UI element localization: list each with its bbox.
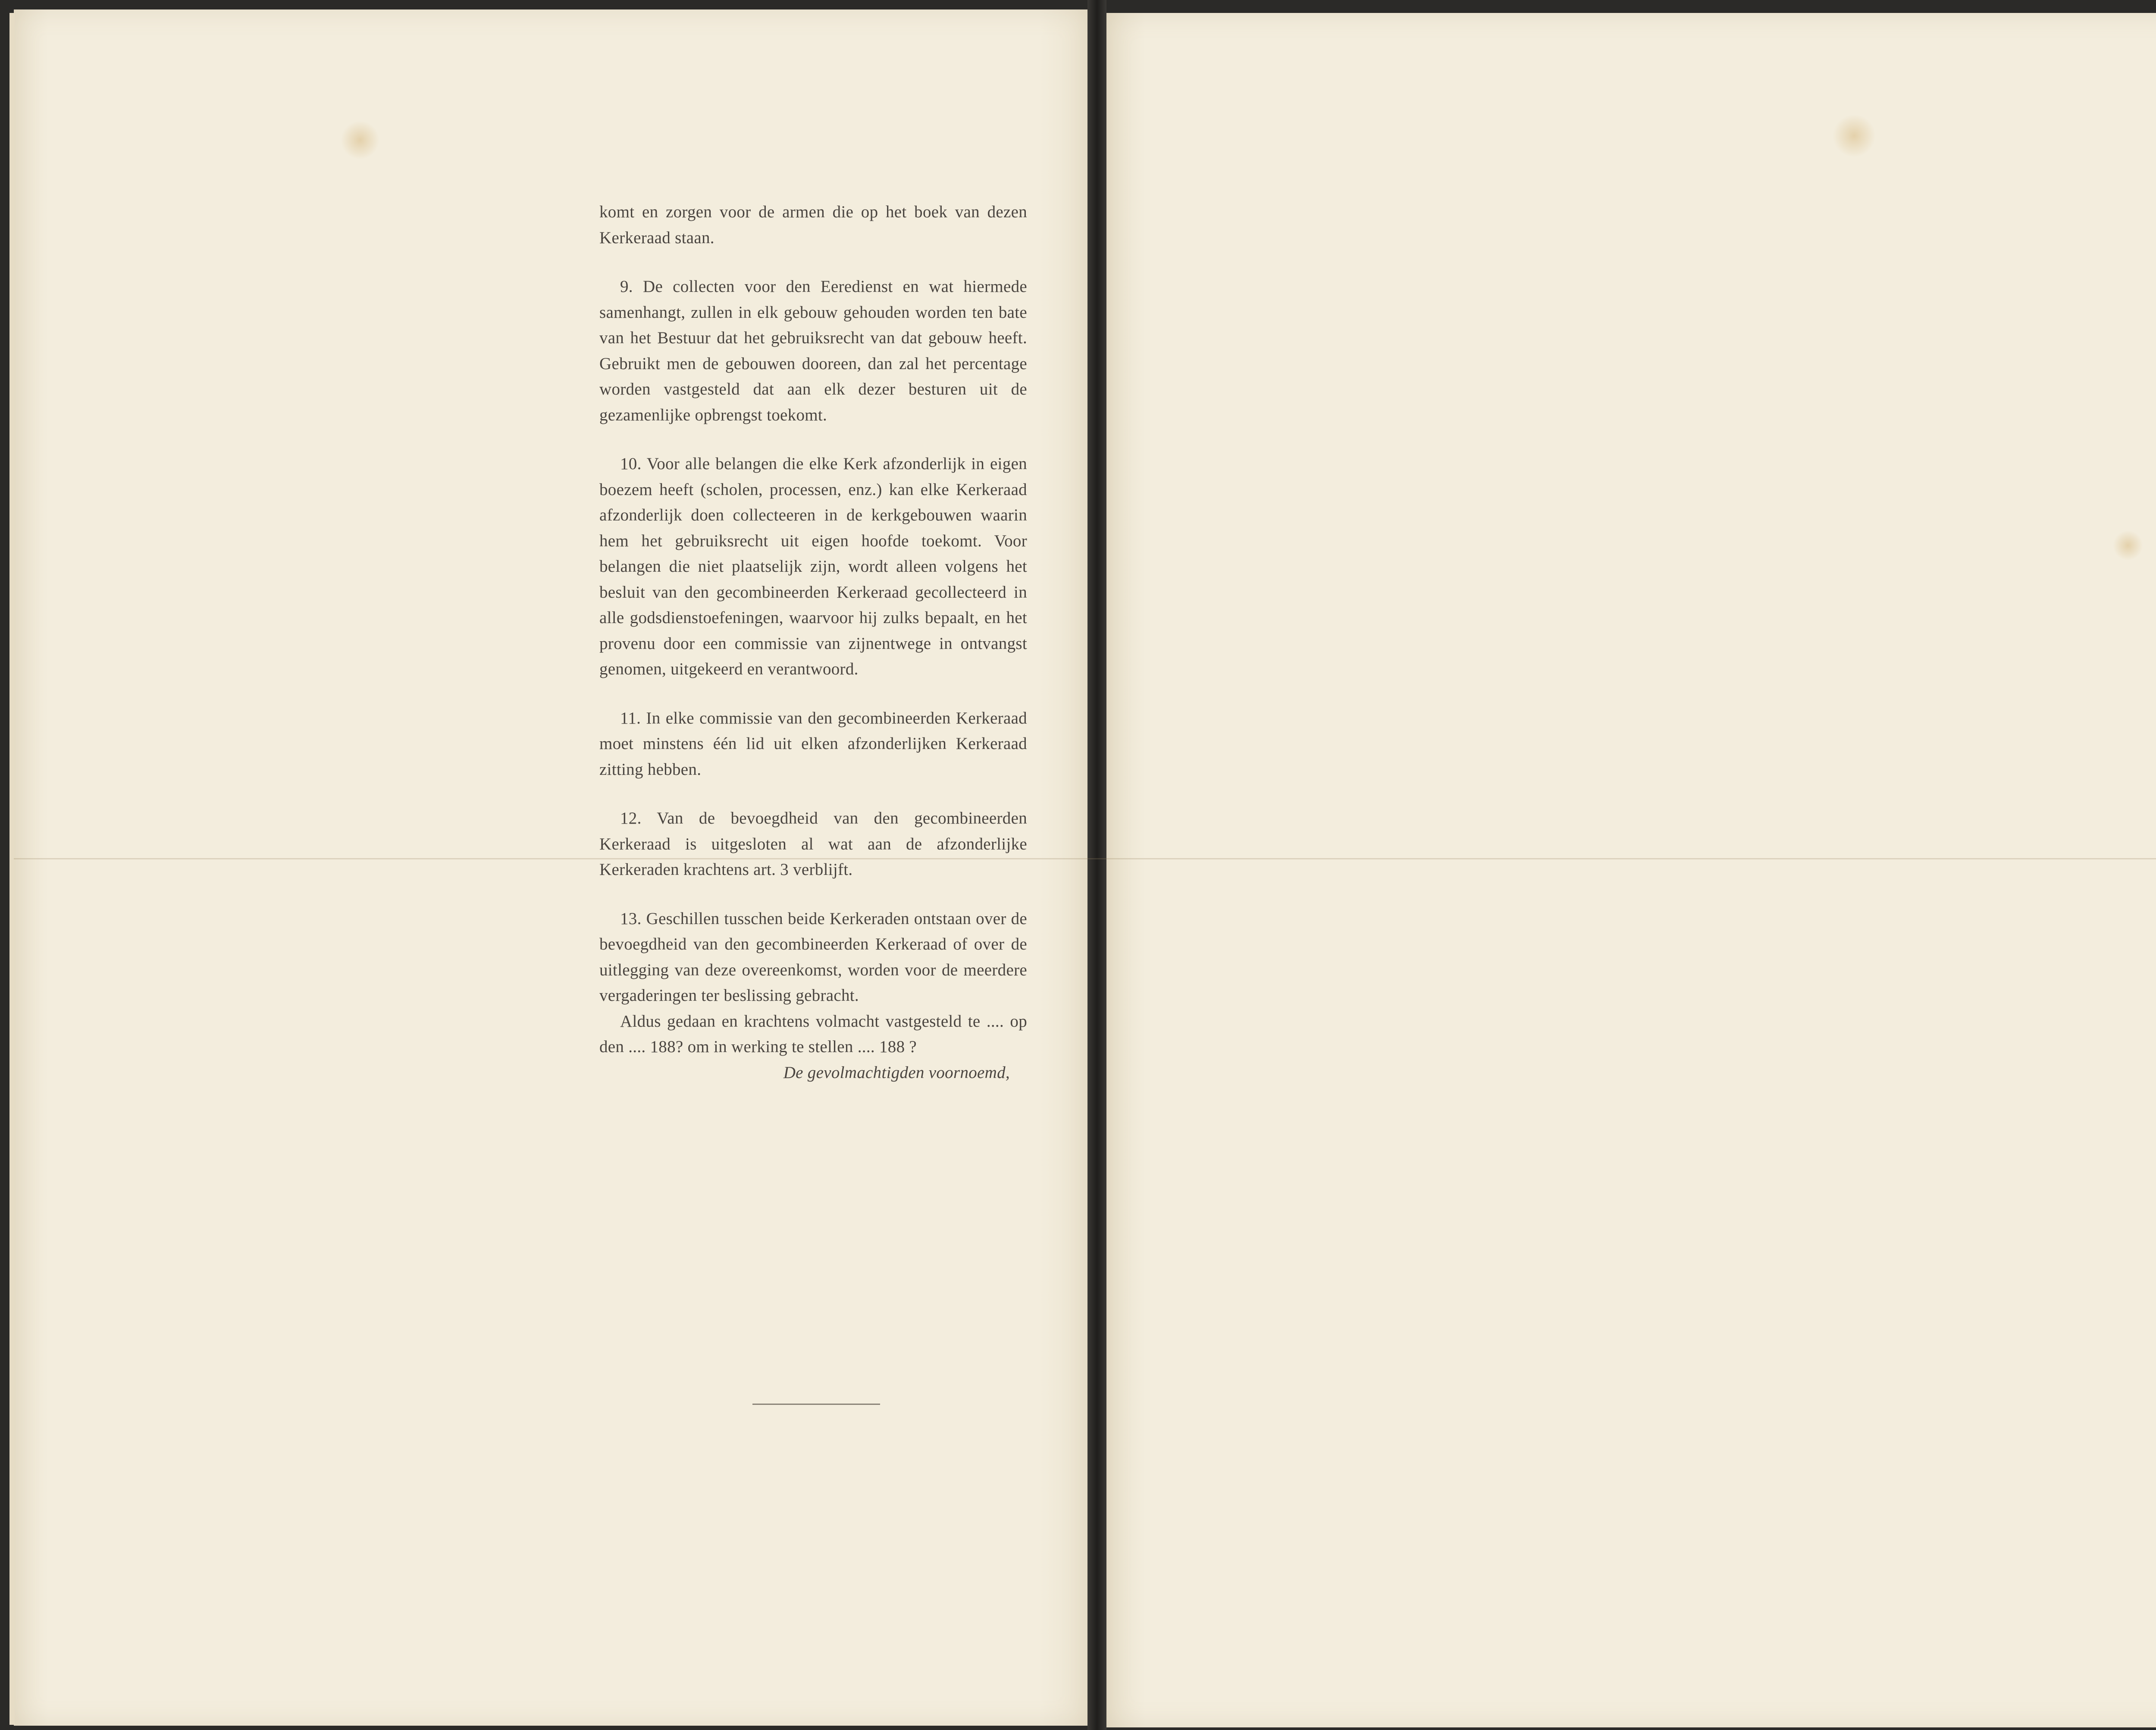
book-spine [1087, 0, 1106, 1730]
closing-statement: Aldus gedaan en krachtens volmacht vastgesteld te .... op den .... 188? om in werking te stellen .... 188 ? [599, 1012, 1027, 1056]
article-text-block [599, 199, 1027, 1085]
foxing-spot [1833, 114, 1876, 157]
article-10: 10. Voor alle belangen die elke Kerk afzonderlijk in eigen boezem heeft (scholen, processen, enz.) kan elke Kerkeraad afzonderlijk doen collecteeren in de kerkgebouwen waarin hem het gebruiksrecht uit eigen hoofde toekomt. Voor belangen die niet plaatselijk zijn, wordt alleen volgens het besluit van den gecombineerden Kerkeraad gecollecteerd in alle godsdienstoefeningen, waarvoor hij zulks bepaalt, en het provenu door een commissie van zijnentwege in ontvangst genomen, uitgekeerd en verantwoord. [599, 454, 1027, 678]
article-11: 11. In elke commissie van den gecombineerden Kerkeraad moet minstens één lid uit elken afzonderlijken Kerkeraad zitting hebben. [599, 708, 1027, 779]
article-13: 13. Geschillen tusschen beide Kerkeraden ontstaan over de bevoegdheid van den gecombineerden Kerkeraad of over de uitlegging van deze overeenkomst, worden voor de meerdere vergaderingen ter beslissing gebracht. [599, 909, 1027, 1005]
article-8-continuation: komt en zorgen voor de armen die op het boek van dezen Kerkeraad staan. [599, 203, 1027, 247]
article-12: 12. Van de bevoegdheid van den gecombineerden Kerkeraad is uitgesloten al wat aan de afzonderlijke Kerkeraden krachtens art. 3 verblijft. [599, 809, 1027, 879]
left-page-edge [9, 13, 15, 1725]
foxing-spot [341, 121, 379, 160]
article-9: 9. De collecten voor den Eeredienst en wat hiermede samenhangt, zullen in elk gebouw gehouden worden ten bate van het Bestuur dat het gebruiksrecht van dat gebouw heeft. Gebruikt men de gebouwen dooreen, dan zal het percentage worden vastgesteld dat aan elk dezer besturen uit de gezamenlijke opbrengst toekomt. [599, 277, 1027, 424]
right-page-blank [1106, 13, 2156, 1727]
foxing-spot [2113, 530, 2143, 561]
closing-rule [752, 1404, 880, 1405]
page-fold-line [14, 858, 2156, 859]
signature-line: De gevolmachtigden voornoemd, [783, 1063, 1010, 1082]
